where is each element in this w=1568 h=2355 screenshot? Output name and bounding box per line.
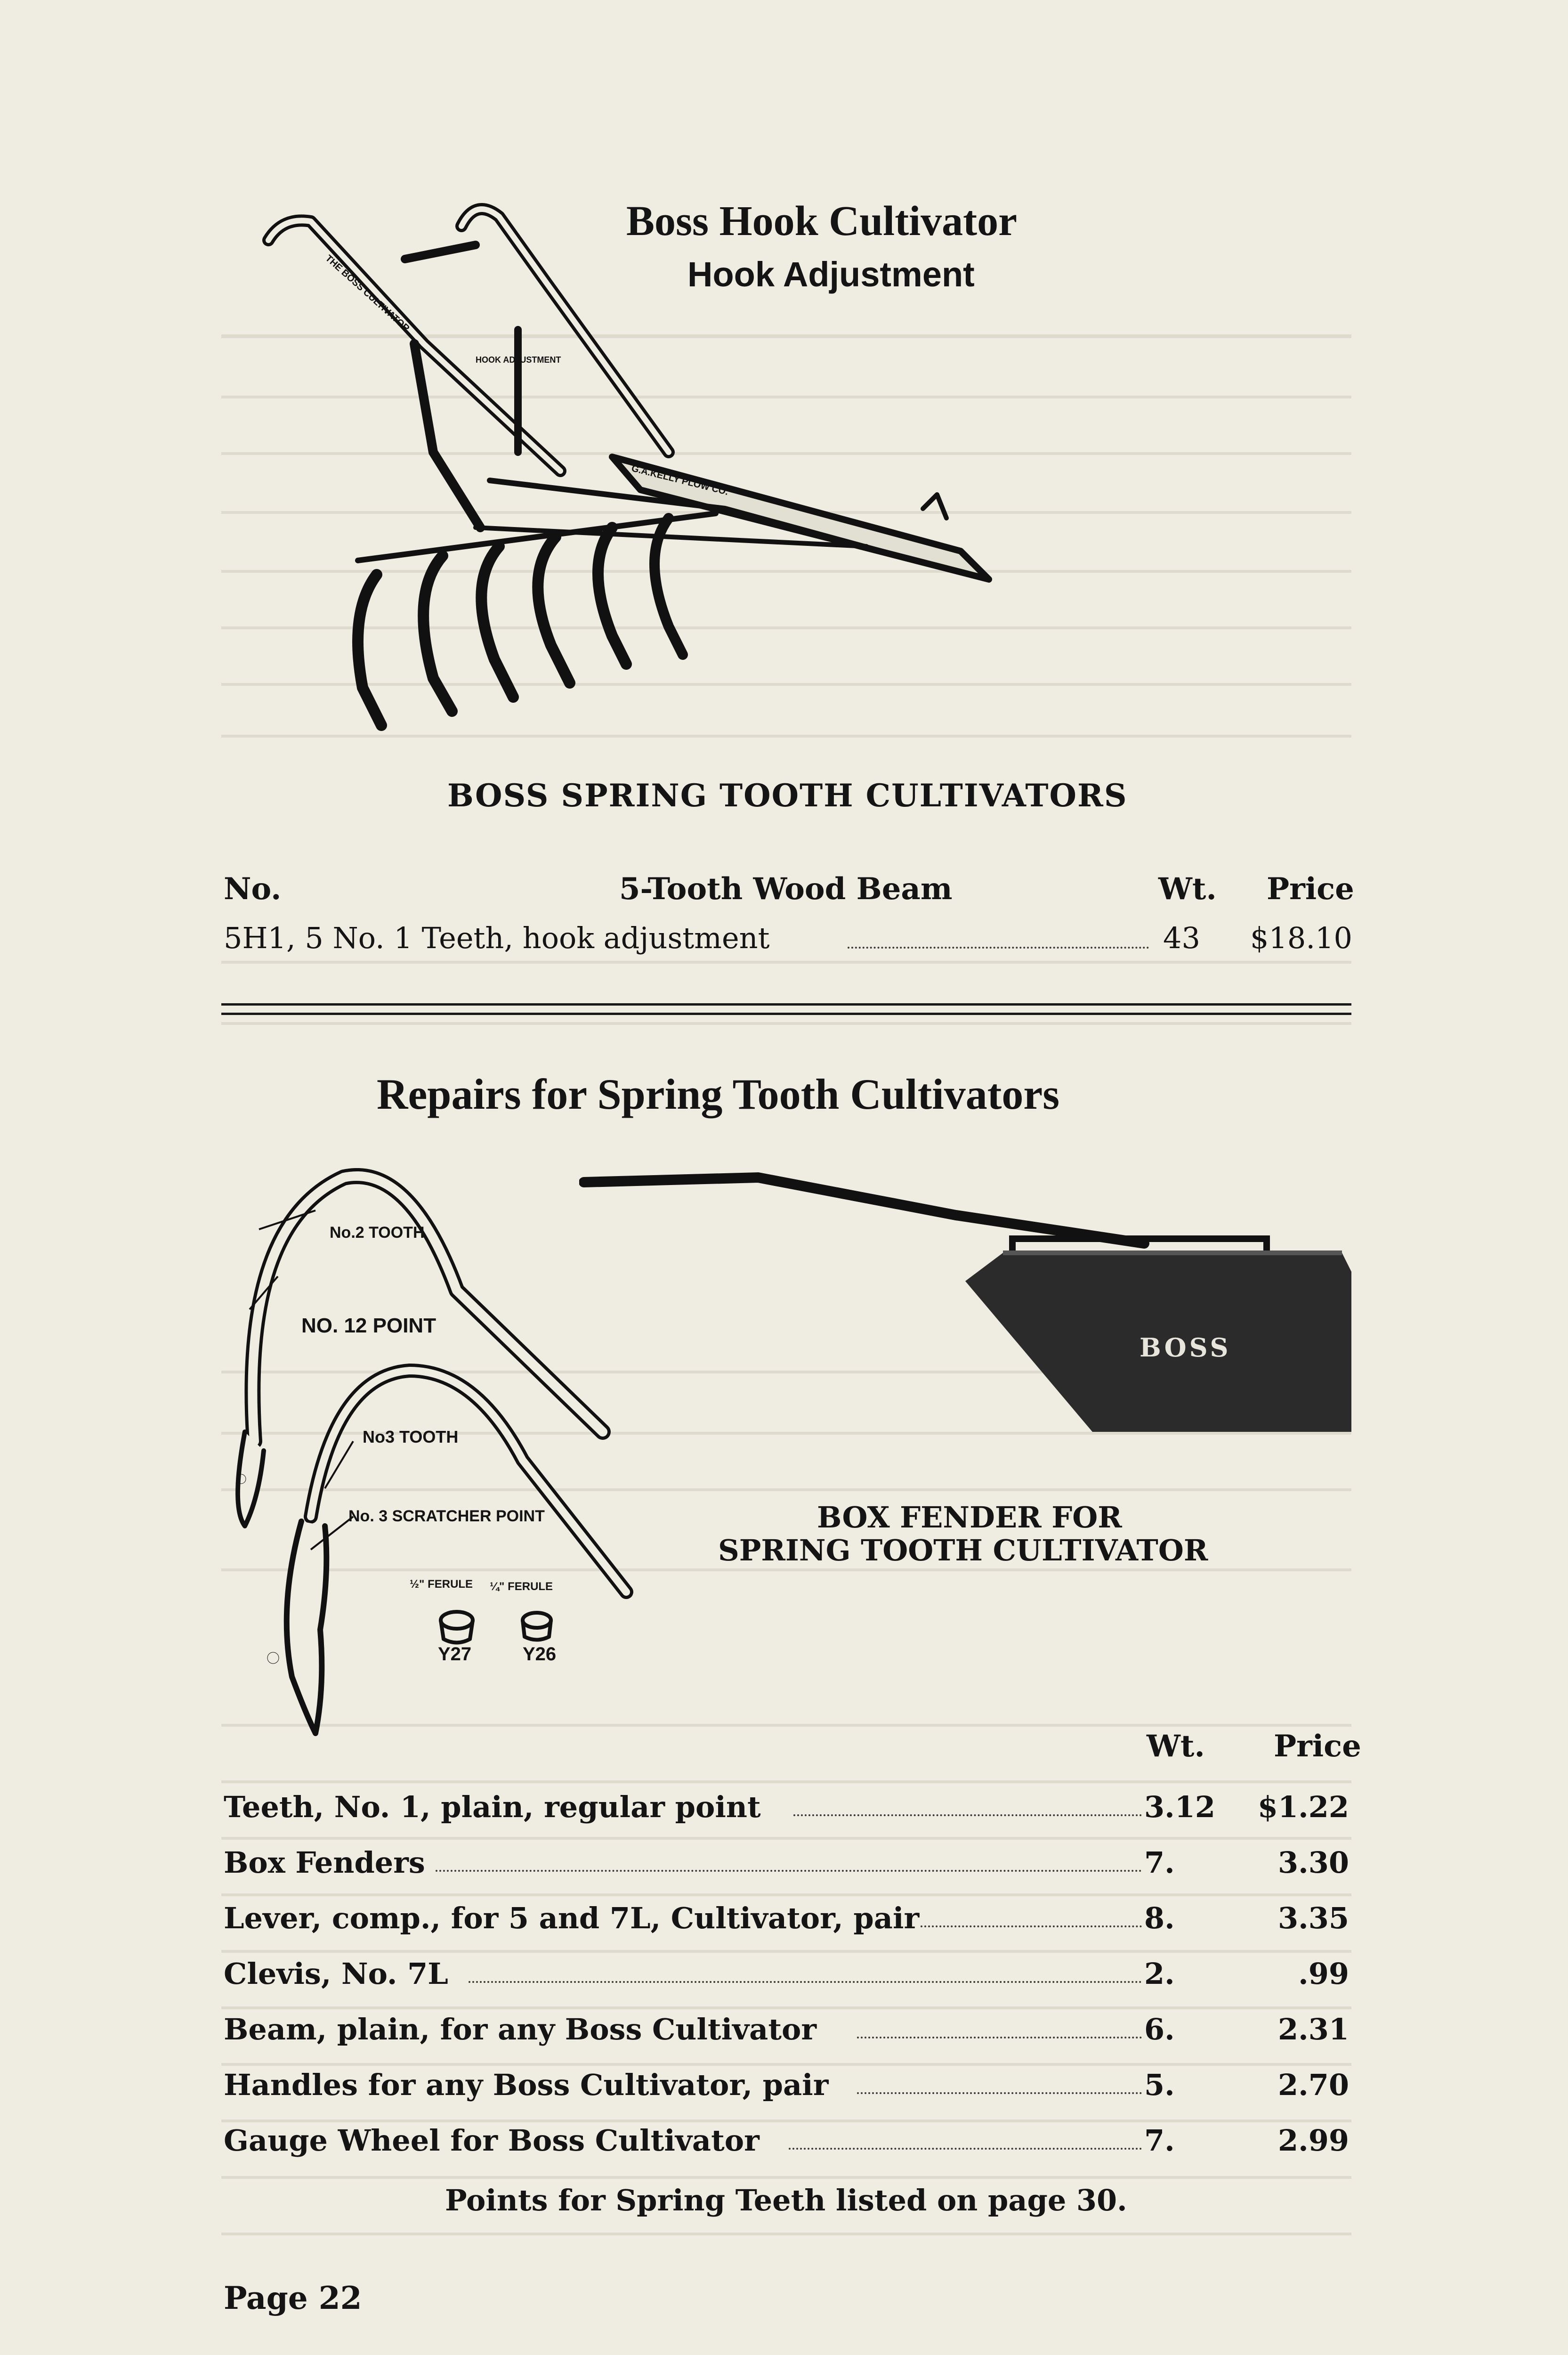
maker-inscription: G.A.KELLY PLOW CO.: [630, 463, 729, 497]
item-price: 2.31: [1277, 2012, 1349, 2046]
item-description: Lever, comp., for 5 and 7L, Cultivator, pair: [224, 1901, 920, 1935]
label-no3-tooth: No3 TOOTH: [363, 1427, 459, 1446]
item-price: 2.99: [1277, 2123, 1349, 2158]
section-heading: BOSS SPRING TOOTH CULTIVATORS: [447, 777, 1128, 814]
row-description: 5H1, 5 No. 1 Teeth, hook adjustment: [224, 921, 770, 955]
col-header-wt: Wt.: [1158, 871, 1217, 907]
item-description: Handles for any Boss Cultivator, pair: [224, 2068, 829, 2102]
table-row: [224, 1957, 1354, 1999]
label-no2-tooth: No.2 TOOTH: [330, 1224, 425, 1242]
item-description: Teeth, No. 1, plain, regular point: [224, 1790, 761, 1824]
item-description: Box Fenders: [224, 1845, 425, 1880]
double-rule-bottom: [221, 1013, 1351, 1015]
item-weight: 2.: [1144, 1957, 1175, 1991]
leader-dots: [793, 1814, 1142, 1816]
box-fender-illustration: [579, 1159, 1361, 1451]
item-weight: 3.12: [1144, 1790, 1216, 1824]
leader-dots: [469, 1981, 1142, 1983]
item-weight: 7.: [1144, 2123, 1175, 2158]
label-half-ferule: ½" FERULE: [410, 1578, 473, 1591]
label-no3-scratcher-point: No. 3 SCRATCHER POINT: [348, 1507, 545, 1525]
table-row: [224, 1790, 1354, 1832]
leader-dots: [857, 2037, 1142, 2038]
row-price: $18.10: [1250, 921, 1352, 955]
page-title: Boss Hook Cultivator: [626, 198, 1018, 244]
table-row: [224, 2123, 1354, 2166]
handle-inscription: THE BOSS CULTIVATOR: [323, 253, 412, 334]
label-quarter-ferule: ¼" FERULE: [490, 1580, 553, 1593]
item-weight: 7.: [1144, 1845, 1175, 1880]
col-header-no: No.: [224, 871, 282, 907]
fender-caption-line2: SPRING TOOTH CULTIVATOR: [718, 1533, 1208, 1567]
leader-dots: [436, 1870, 1142, 1872]
table-row: [224, 2012, 1354, 2055]
col-header-desc: 5-Tooth Wood Beam: [619, 871, 953, 907]
fender-caption-line1: BOX FENDER FOR: [817, 1500, 1122, 1535]
leader-dots: [789, 2148, 1142, 2150]
footnote: Points for Spring Teeth listed on page 30.: [445, 2183, 1127, 2217]
label-y26: Y26: [523, 1644, 557, 1665]
item-price: .99: [1298, 1957, 1349, 1991]
repairs-col-price: Price: [1274, 1729, 1361, 1764]
item-weight: 5.: [1144, 2068, 1175, 2102]
item-description: Beam, plain, for any Boss Cultivator: [224, 2012, 816, 2046]
table-row: [224, 1901, 1354, 1943]
leader-dots: [848, 947, 1149, 949]
plate-inscription: HOOK ADJUSTMENT: [476, 355, 561, 365]
col-header-price: Price: [1267, 871, 1354, 907]
table-row: [224, 2068, 1354, 2110]
page-number: Page 22: [224, 2280, 362, 2316]
leader-dots: [857, 2092, 1142, 2094]
table-row: [224, 1845, 1354, 1888]
repairs-title: Repairs for Spring Tooth Cultivators: [377, 1070, 1060, 1118]
item-weight: 6.: [1144, 2012, 1175, 2046]
leader-dots: [921, 1925, 1142, 1927]
item-price: $1.22: [1257, 1790, 1349, 1824]
item-price: 3.30: [1277, 1845, 1349, 1880]
item-price: 3.35: [1277, 1901, 1349, 1935]
fender-brand-text: BOSS: [1140, 1332, 1231, 1363]
page-subtitle: Hook Adjustment: [687, 255, 975, 294]
item-price: 2.70: [1277, 2068, 1349, 2102]
item-description: Gauge Wheel for Boss Cultivator: [224, 2123, 760, 2158]
item-description: Clevis, No. 7L: [224, 1957, 448, 1991]
label-no12-point: NO. 12 POINT: [301, 1314, 436, 1337]
repairs-col-wt: Wt.: [1147, 1729, 1205, 1764]
row-weight: 43: [1163, 921, 1200, 955]
double-rule-top: [221, 1003, 1351, 1006]
label-y27: Y27: [438, 1644, 472, 1665]
item-weight: 8.: [1144, 1901, 1175, 1935]
